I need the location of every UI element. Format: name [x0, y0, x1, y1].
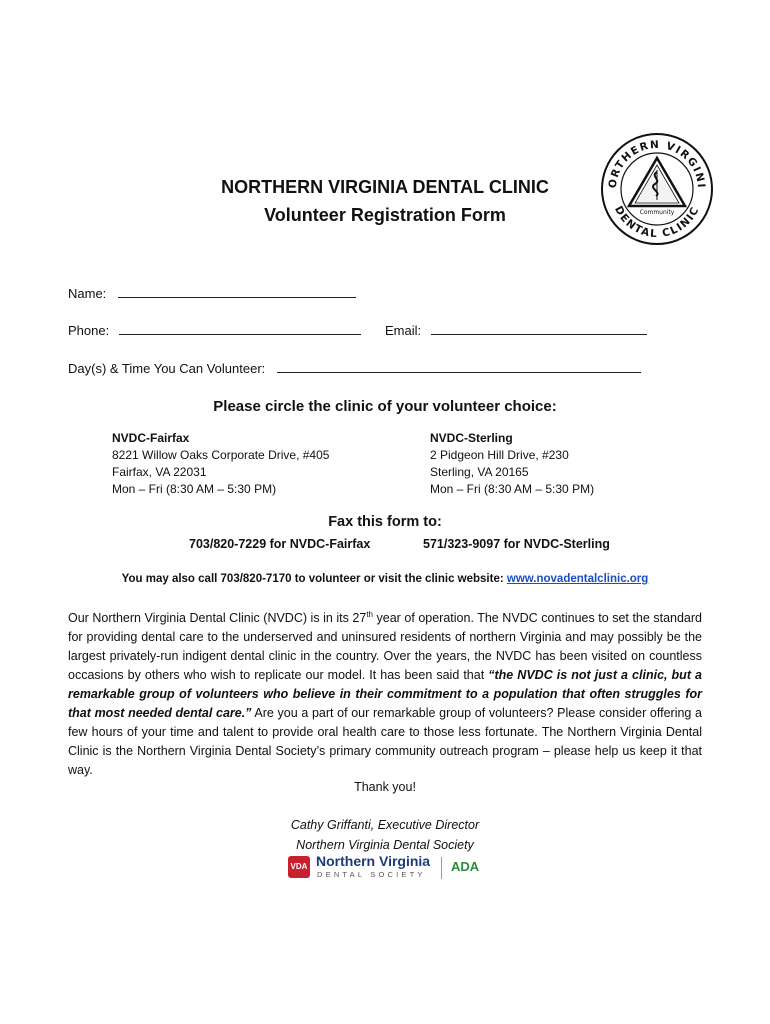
clinic-sterling-hours: Mon – Fri (8:30 AM – 5:30 PM) — [430, 482, 595, 496]
page-subtitle: Volunteer Registration Form — [264, 205, 506, 225]
seal-top-text: ORTHERN VIRGINI — [606, 138, 708, 190]
nvds-logo — [288, 855, 488, 883]
body-quote: “the NVDC is not just a clinic, but a remarkable group of volunteers who believe in their commitment to a population that often struggles for that most needed dental care.” — [68, 668, 702, 720]
logo-name: Northern Virginia — [316, 853, 431, 869]
days-label: Day(s) & Time You Can Volunteer: — [68, 361, 266, 376]
logo-divider — [441, 857, 442, 879]
ada-logo: ADA — [451, 859, 480, 874]
clinic-fairfax-address: 8221 Willow Oaks Corporate Drive, #405 — [112, 448, 330, 462]
clinic-fairfax[interactable] — [112, 430, 329, 498]
clinic-fairfax-hours: Mon – Fri (8:30 AM – 5:30 PM) — [112, 482, 277, 496]
page-title: NORTHERN VIRGINIA DENTAL CLINIC — [221, 177, 549, 197]
clinic-fairfax-city: Fairfax, VA 22031 — [112, 465, 207, 479]
body-text-end: Are you a part of our remarkable group of volunteers? Please consider offering a few hours of your time and talent to provide oral health care to those less fortunate. The Northern Virginia Dental Clinic is the Northern Virginia Dental Society’s primary community outreach program – please help us keep it that way. — [68, 706, 702, 777]
website-link[interactable]: www.novadentalclinic.org — [506, 573, 649, 585]
clinic-sterling-address: 2 Pidgeon Hill Drive, #230 — [430, 448, 569, 462]
seal-inner-text: Community — [639, 209, 675, 216]
body-paragraph — [68, 609, 702, 780]
days-input-line[interactable] — [277, 359, 641, 373]
vda-badge: VDA — [288, 856, 310, 878]
name-field[interactable] — [68, 284, 356, 301]
ordinal-suffix: th — [366, 609, 373, 619]
seal-bottom-text: DENTAL CLINIC — [612, 204, 702, 241]
email-label: Email: — [385, 323, 422, 338]
email-field[interactable] — [385, 321, 647, 338]
name-input-line[interactable] — [118, 284, 356, 298]
fax-sterling: 571/323-9097 for NVDC-Sterling — [423, 537, 610, 551]
call-text: You may also call 703/820-7170 to volunteer or visit the clinic website: — [121, 573, 504, 585]
email-input-line[interactable] — [431, 321, 647, 335]
clinic-fairfax-name: NVDC-Fairfax — [112, 431, 190, 445]
call-line — [0, 573, 770, 585]
signature-org: Northern Virginia Dental Society — [296, 838, 474, 852]
name-label: Name: — [68, 286, 107, 301]
clinic-sterling[interactable] — [430, 430, 594, 498]
clinic-choice-heading: Please circle the clinic of your volunteer choice: — [213, 398, 557, 415]
clinic-sterling-city: Sterling, VA 20165 — [430, 465, 529, 479]
fax-heading: Fax this form to: — [328, 514, 442, 530]
thank-you: Thank you! — [354, 780, 416, 794]
body-text-mid: year of operation. The NVDC continues to set the standard for providing dental care to the underserved and uninsured residents of northern Virginia and may possibly be the largest privately-run indigent dental clinic in the country. Over the years, the NVDC has been visited on countless occasions by others who wish to replicate our model. It has been said that — [68, 611, 702, 682]
signature-name: Cathy Griffanti, Executive Director — [290, 818, 480, 832]
clinic-sterling-name: NVDC-Sterling — [430, 431, 513, 445]
days-field[interactable] — [68, 359, 641, 376]
logo-sub: DENTAL SOCIETY — [317, 870, 426, 879]
fax-fairfax: 703/820-7229 for NVDC-Fairfax — [189, 537, 371, 551]
phone-label: Phone: — [68, 323, 110, 338]
phone-input-line[interactable] — [119, 321, 361, 335]
phone-field[interactable] — [68, 321, 361, 338]
body-text-start: Our Northern Virginia Dental Clinic (NVDC) is in its 27 — [68, 611, 367, 625]
